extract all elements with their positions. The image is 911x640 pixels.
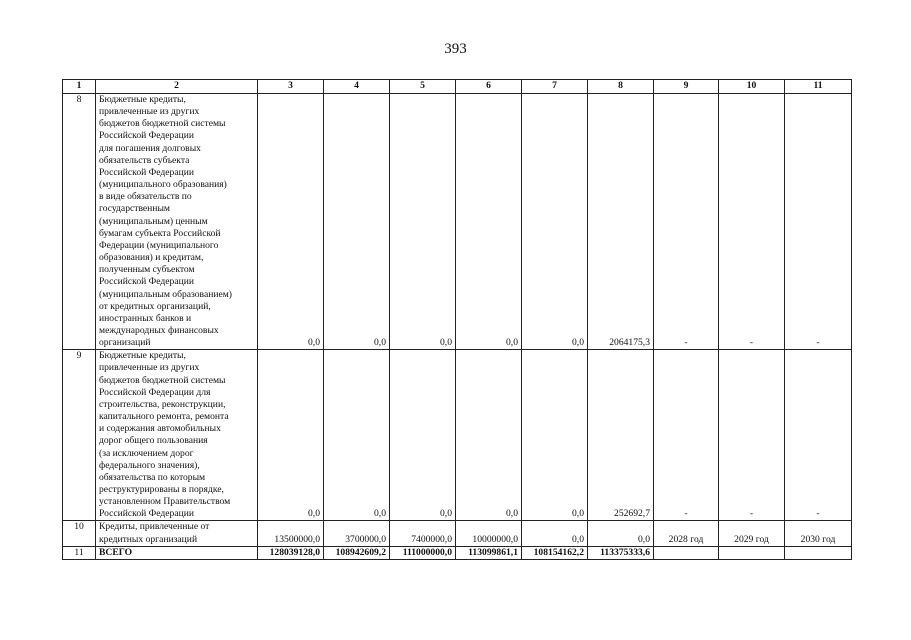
cell-value: 2030 год [785,521,852,546]
cell-value: 128039128,0 [258,546,324,559]
row-name: ВСЕГО [96,546,258,559]
col-header: 7 [522,80,588,94]
cell-value: 0,0 [522,350,588,521]
cell-value: 0,0 [456,350,522,521]
col-header: 3 [258,80,324,94]
cell-value: - [785,94,852,350]
cell-value: 2028 год [654,521,719,546]
cell-value: 0,0 [390,350,456,521]
cell-value: 108942609,2 [324,546,390,559]
row-name: Бюджетные кредиты, привлеченные из других бюджетов бюджетной системы Российской Федерации для погашения долговых обязательств субъекта Российской Федерации (муниципального образования) в виде обязательств по государственным (муниципальным) ценным бумагам субъекта Российской Федерации (муниципального образования) и кредитам, полученным субъектом Российской Федерации (муниципальным образованием) от кредитных организаций, иностранных банков и международных финансовых организаций [96,94,258,350]
table-row [63,350,852,521]
row-number: 10 [63,521,96,546]
cell-value: 0,0 [522,521,588,546]
col-header: 6 [456,80,522,94]
cell-value: 0,0 [324,350,390,521]
col-header: 8 [588,80,654,94]
cell-value: 252692,7 [588,350,654,521]
row-number: 9 [63,350,96,521]
cell-value: 0,0 [456,94,522,350]
cell-value: 0,0 [390,94,456,350]
cell-value: 108154162,2 [522,546,588,559]
cell-value: 113375333,6 [588,546,654,559]
cell-value: 111000000,0 [390,546,456,559]
cell-value: 0,0 [588,521,654,546]
header-row [63,80,852,94]
cell-value: 13500000,0 [258,521,324,546]
row-name: Бюджетные кредиты, привлеченные из других бюджетов бюджетной системы Российской Федерации для строительства, реконструкции, капитального ремонта, ремонта и содержания автомобильных дорог общего пользования (за исключением дорог федерального значения), обязательства по которым реструктурированы в порядке, установленном Правительством Российской Федерации [96,350,258,521]
row-number: 8 [63,94,96,350]
cell-value: 2029 год [719,521,785,546]
table-row [63,521,852,546]
col-header: 5 [390,80,456,94]
col-header: 4 [324,80,390,94]
cell-value: - [785,350,852,521]
cell-value: - [719,94,785,350]
cell-value: - [654,350,719,521]
credits-table [62,79,852,560]
cell-value: 3700000,0 [324,521,390,546]
cell-value [785,546,852,559]
table-row [63,94,852,350]
cell-value: 0,0 [258,350,324,521]
col-header: 11 [785,80,852,94]
cell-value: 7400000,0 [390,521,456,546]
cell-value: 113099861,1 [456,546,522,559]
cell-value: 10000000,0 [456,521,522,546]
col-header: 9 [654,80,719,94]
col-header: 10 [719,80,785,94]
cell-value: 0,0 [522,94,588,350]
row-name: Кредиты, привлеченные от кредитных организаций [96,521,258,546]
cell-value: 0,0 [258,94,324,350]
cell-value: 0,0 [324,94,390,350]
cell-value [719,546,785,559]
total-row [63,546,852,559]
row-number: 11 [63,546,96,559]
col-header: 2 [96,80,258,94]
cell-value: - [719,350,785,521]
cell-value: 2064175,3 [588,94,654,350]
cell-value: - [654,94,719,350]
cell-value [654,546,719,559]
page-number: 393 [444,41,467,57]
col-header: 1 [63,80,96,94]
